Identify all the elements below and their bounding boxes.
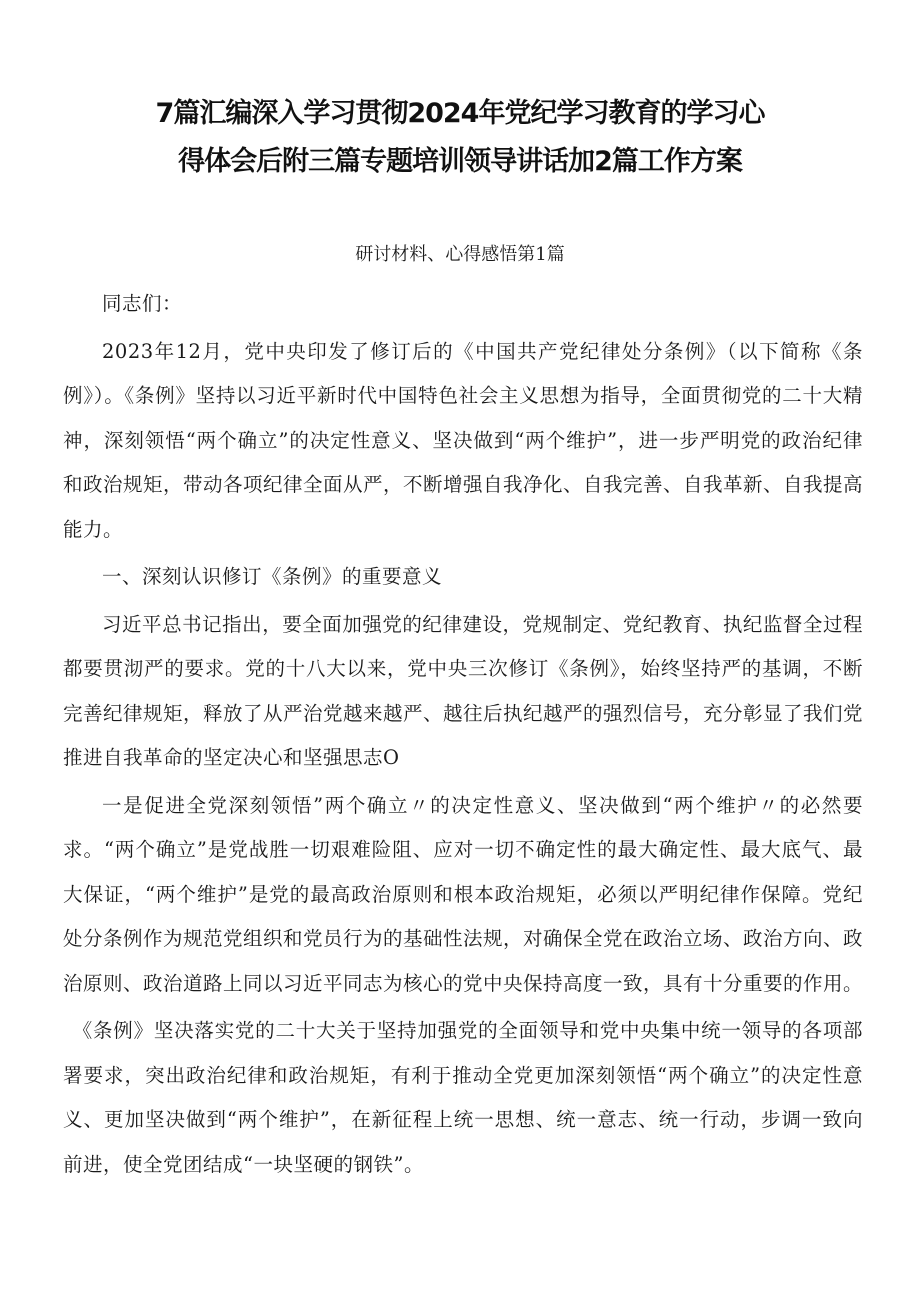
section-subtitle: 研讨材料、心得感悟第1篇 (355, 244, 565, 265)
paragraph-2: 习近平总书记指出，要全面加强党的纪律建设，党规制定、党纪教育、执纪监督全过程都要贯沏严的要求。党的十八大以来，党中央三次修订《条例》，始终坚持严的基调，不断完善纪律规矩，释放了从严治党越来越严、越往后执纪越严的强烈信号，充分彰显了我们党推进自我革命的坚定决心和坚强思志O (63, 612, 864, 769)
document-title-line-1: 7篇汇编深入学习贯彻2024年党纪学习教育的学习心 (155, 98, 765, 129)
section-heading-1: 一、深刻认识修订《条例》的重要意义 (102, 565, 443, 588)
paragraph-1: 2023年12月，党中央印发了修订后的《中国共产党纪律处分条例》（以下简称《条例》）。《条例》坚持以习近平新时代中国特色社会主义思想为指导，全面贯彻党的二十大精神，深刻领悟“两个确立”的决定性意义、坚决做到“两个维护”，进一步严明党的政治纪律和政治规矩，带动各项纪律全面从严，不断增强自我净化、自我完善、自我革新、自我提高能力。 (63, 339, 864, 541)
paragraph-4: 《条例》坚决落实党的二十大关于坚持加强党的全面领导和党中央集中统一领导的各项部署要求，突出政治纪律和政治规矩，有利于推动全党更加深刻领悟“两个确立”的决定性意义、更加坚决做到“两个维护”，在新征程上统一思想、统一意志、统一行动，步调一致向前进，使全党团结成“一块坚硬的钢铁”。 (63, 1019, 863, 1176)
greeting: 同志们： (102, 292, 183, 315)
document-title (60, 90, 860, 186)
paragraph-3: 一是促进全党深刻领悟”两个确立〃的决定性意义、坚决做到“两个维护〃的必然要求。“两个确立”是党战胜一切艰难险阻、应对一切不确定性的最大确定性、最大底气、最大保证，“两个维护”是党的最高政治原则和根本政治规矩，必须以严明纪律作保障。党纪处分条例作为规范党组织和党员行为的基础性法规，对确保全党在政治立场、政治方向、政治原则、政治道路上同以习近平同志为核心的党中央保持高度一致，具有十分重要的作用。 (63, 793, 864, 995)
document-title-line-2: 得体会后附三篇专题培训领导讲话加2篇工作方案 (178, 146, 742, 177)
document-body (63, 282, 863, 1187)
